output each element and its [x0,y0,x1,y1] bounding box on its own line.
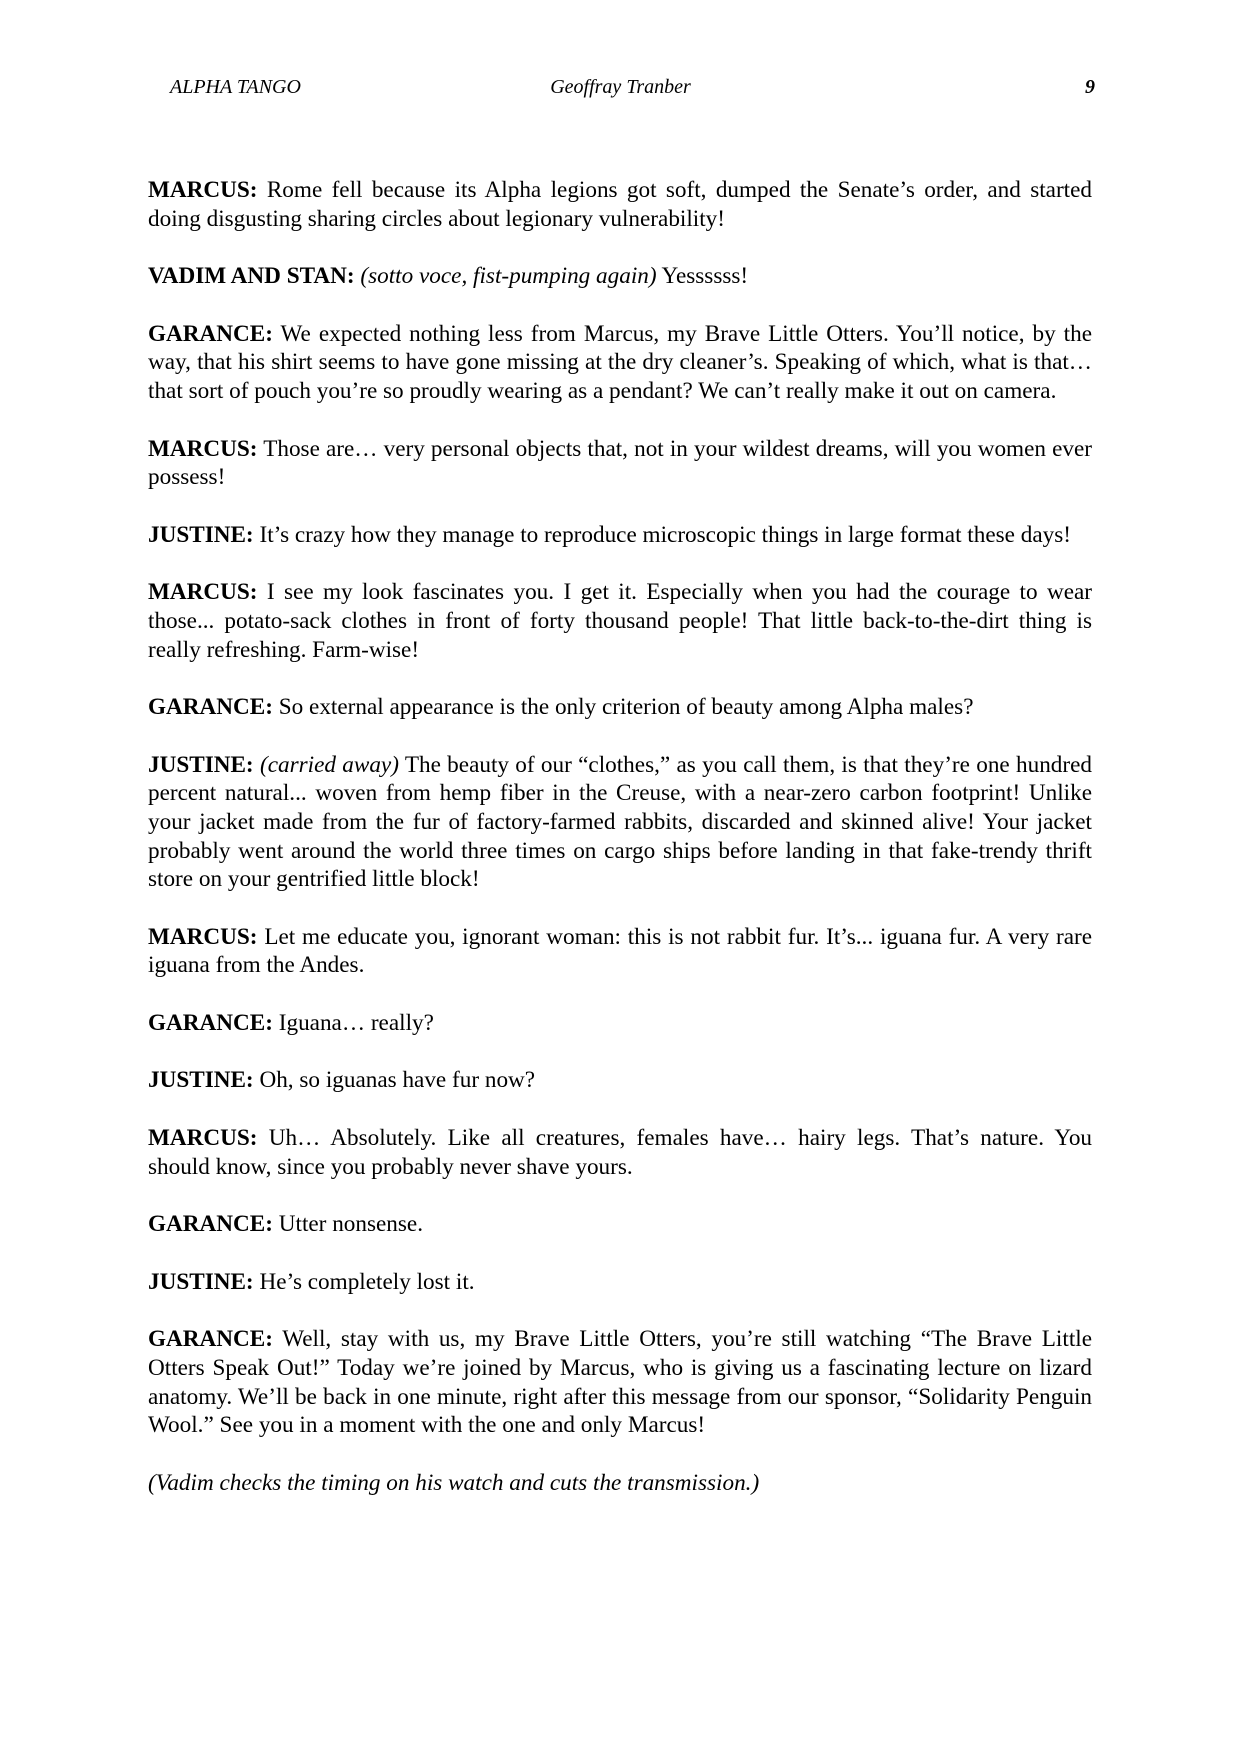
dialogue-text: I see my look fascinates you. I get it. Especially when you had the courage to wear those... potato-sack clothes in front of forty thousand people! That little back-to-the-dirt thing is really refreshing. Farm-wise! [148,579,1093,663]
dialogue-line-11 [148,1066,1092,1095]
speaker-name: GARANCE: [148,1211,273,1238]
dialogue-line-12 [148,1124,1092,1181]
dialogue-text: So external appearance is the only criterion of beauty among Alpha males? [278,694,974,721]
script-body [148,176,1092,1526]
dialogue-text: The beauty of our “clothes,” as you call them, is that they’re one hundred percent natural... woven from hemp fiber in the Creuse, with a near-zero carbon footprint! Unlike your jacket made from the fur of factory-farmed rabbits, discarded and skinned alive! Your jacket probably went around the world three times on cargo ships before landing in that fake-trendy thrift store on your gentrified little block! [148,751,1092,893]
dialogue-text: It’s crazy how they manage to reproduce microscopic things in large format these days! [259,521,1071,548]
header-title: ALPHA TANGO [170,76,301,98]
dialogue-text: Well, stay with us, my Brave Little Otters, you’re still watching “The Brave Little Otters Speak Out!” Today we’re joined by Marcus, who is giving us a fascinating lecture on lizard anatomy. We’ll be back in one minute, right after this message from our sponsor, “Solidarity Penguin Wool.” See you in a moment with the one and only Marcus! [148,1326,1092,1439]
dialogue-line-2 [148,262,1092,291]
stage-direction-inline: (carried away) [259,751,399,778]
speaker-name: MARCUS: [148,923,258,950]
speaker-name: GARANCE: [148,320,273,347]
dialogue-text: Let me educate you, ignorant woman: this is not rabbit fur. It’s... iguana fur. A very rare iguana from the Andes. [148,923,1093,979]
speaker-name: MARCUS: [148,579,258,606]
stage-direction-inline: (sotto voce, fist-pumping again) [360,263,657,290]
speaker-name: JUSTINE: [148,1268,254,1295]
dialogue-text: Those are… very personal objects that, not in your wildest dreams, will you women ever possess! [148,435,1092,491]
speaker-name: JUSTINE: [148,1067,254,1094]
dialogue-line-6 [148,578,1092,664]
speaker-name: GARANCE: [148,694,273,721]
dialogue-text: Iguana… really? [278,1009,434,1036]
dialogue-line-13 [148,1210,1092,1239]
dialogue-line-14 [148,1268,1092,1297]
dialogue-text: Uh… Absolutely. Like all creatures, females have… hairy legs. That’s nature. You should know, since you probably never shave yours. [148,1125,1093,1180]
speaker-name: VADIM AND STAN: [148,263,355,290]
dialogue-text: Yessssss! [661,263,749,290]
page-header [0,76,1241,106]
speaker-name: MARCUS: [148,435,258,462]
dialogue-line-9 [148,923,1092,980]
speaker-name: JUSTINE: [148,521,254,548]
header-page-number: 9 [1085,76,1095,98]
dialogue-line-8 [148,751,1092,894]
speaker-name: JUSTINE: [148,751,254,778]
dialogue-text: Utter nonsense. [278,1211,423,1238]
dialogue-text: Oh, so iguanas have fur now? [259,1067,536,1094]
header-author: Geoffray Tranber [550,76,691,98]
dialogue-text: We expected nothing less from Marcus, my Brave Little Otters. You’ll notice, by the way, that his shirt seems to have gone missing at the dry cleaner’s. Speaking of which, what is that… that sort of pouch you’re so proudly wearing as a pendant? We can’t really make it out on camera. [148,320,1092,404]
dialogue-text: Rome fell because its Alpha legions got soft, dumped the Senate’s order, and started doing disgusting sharing circles about legionary vulnerability! [148,177,1092,232]
speaker-name: GARANCE: [148,1326,273,1353]
speaker-name: MARCUS: [148,177,258,203]
speaker-name: GARANCE: [148,1009,273,1036]
dialogue-line-3 [148,320,1092,406]
dialogue-line-10 [148,1009,1092,1038]
dialogue-line-4 [148,435,1092,492]
stage-direction: (Vadim checks the timing on his watch and cuts the transmission.) [148,1469,760,1496]
dialogue-line-1 [148,176,1092,233]
speaker-name: MARCUS: [148,1125,258,1152]
dialogue-text: He’s completely lost it. [259,1268,475,1295]
dialogue-line-15 [148,1325,1092,1439]
dialogue-line-5 [148,521,1092,550]
dialogue-line-7 [148,693,1092,722]
